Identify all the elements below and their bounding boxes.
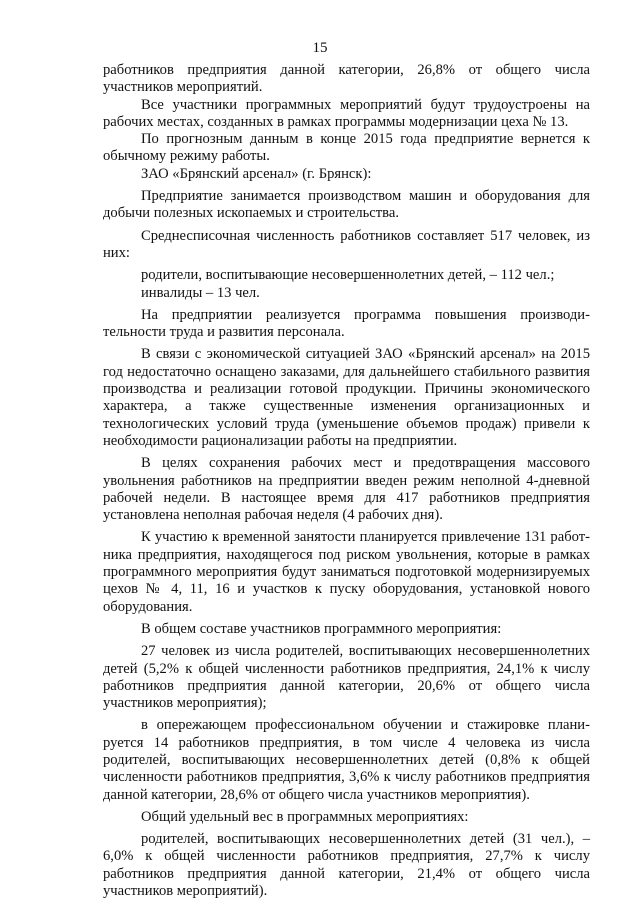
paragraph-part-time-week: В целях сохранения рабочих мест и предотвращения массового увольнения работников на предприятии введен режим неполной 4-дневной рабочей недели. В настоящее время для 417 работников предприятия установлена неполная рабочая неделя (4 рабочих дня).	[103, 455, 590, 524]
paragraph-share-parents: родителей, воспитывающих несовершеннолетних детей (31 чел.), – 6,0% к общей численности работников предприятия, 27,7% к числу работников предприятия данной категории, 21,4% от общего числа участников мероприятий).	[103, 831, 590, 900]
paragraph-parents-participants: 27 человек из числа родителей, воспитывающих несовершеннолетних детей (5,2% к общей численности работников предприятия, 24,1% к числу работников предприятия данной категории, 20,6% от общего числа участников мероприятия);	[103, 643, 590, 712]
paragraph-forecast: По прогнозным данным в конце 2015 года предприятие вернется к обычному режиму работы.	[103, 131, 590, 165]
paragraph-share-heading: Общий удельный вес в программных мероприятиях:	[141, 808, 469, 825]
paragraph-employment: Все участники программных мероприятий будут трудоустроены на рабочих местах, созданных в рамках программы модернизации цеха № 13.	[103, 96, 590, 130]
paragraph-headcount: Среднесписочная численность работников составляет 517 человек, из них:	[103, 227, 590, 261]
paragraph-temporary-employment: К участию к временной занятости планируется привлечение 131 работника предприятия, находящегося под риском увольнения, которые в рамках программного мероприятия будут заниматься подготовкой модернизируемых цехов № 4, 11, 16 и участков к пуску оборудования, установкой нового оборудования.	[103, 529, 590, 615]
paragraph-company-heading: ЗАО «Брянский арсенал» (г. Брянск):	[141, 165, 372, 182]
paragraph-parents: родители, воспитывающие несовершеннолетних детей, – 112 чел.;	[141, 267, 555, 284]
paragraph-company-activity: Предприятие занимается производством машин и оборудования для добычи полезных ископаемых и строительства.	[103, 188, 590, 222]
paragraph-disabled: инвалиды – 13 чел.	[141, 284, 260, 301]
paragraph-participants-heading: В общем составе участников программного мероприятия:	[141, 620, 502, 637]
paragraph-continuation: работников предприятия данной категории, 26,8% от общего числа участников мероприятий.	[103, 62, 590, 96]
paragraph-program: На предприятии реализуется программа повышения производительности труда и развития персонала.	[103, 306, 590, 341]
page-number: 15	[312, 40, 328, 56]
paragraph-training: в опережающем профессиональном обучении и стажировке планируется 14 работников предприятия, в том числе 4 человека из числа родителей, воспитывающих несовершеннолетних детей (0,8% к общей численности работников предприятия, 3,6% к числу работников предприятия данной категории, 28,6% от общего числа участников мероприятия).	[103, 717, 590, 803]
paragraph-economic-situation: В связи с экономической ситуацией ЗАО «Брянский арсенал» на 2015 год недостаточно оснащено заказами, для дальнейшего стабильного развития производства и реализации готовой продукции. Причины экономического характера, а также существенные изменения организационных и технологических условий труда (уменьшение объемов продаж) привели к необходимости рационализации работы на предприятии.	[103, 346, 590, 449]
document-body	[103, 62, 590, 900]
